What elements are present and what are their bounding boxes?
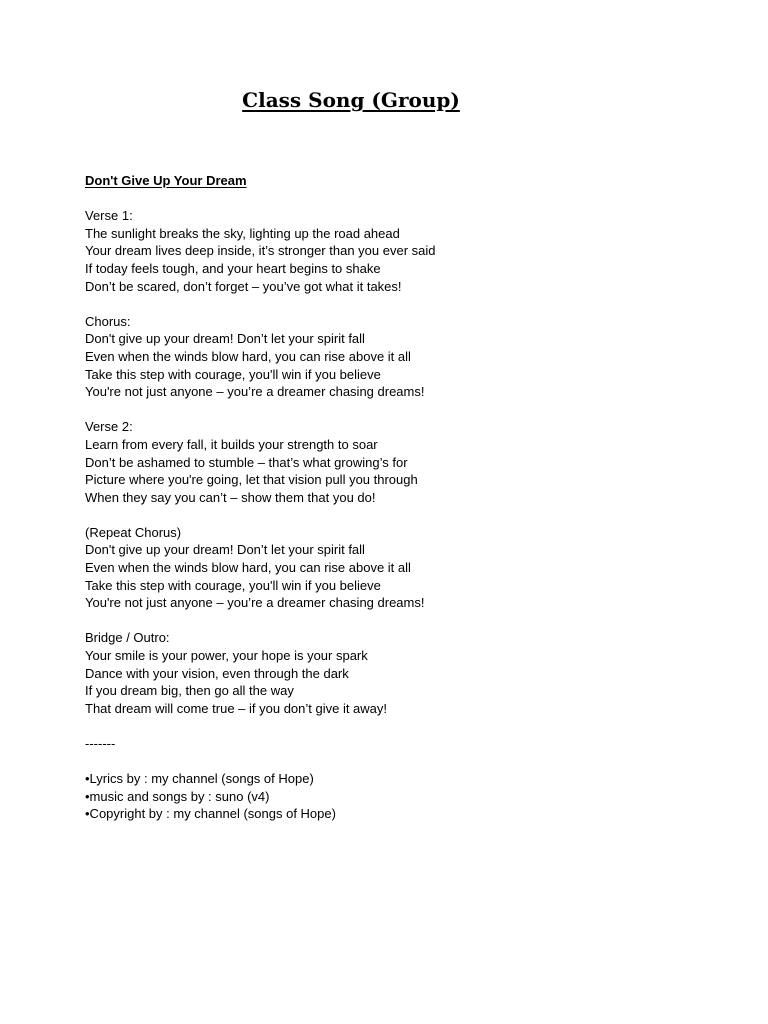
lyric-line: The sunlight breaks the sky, lighting up the road ahead [85,225,400,241]
section-bridge-outro [85,629,435,717]
section-heading: Verse 1: [85,208,133,224]
credit-line: •music and songs by : suno (v4) [85,788,270,804]
lyric-line: Don’t be scared, don’t forget – you’ve got what it takes! [85,278,402,294]
lyric-line: Dance with your vision, even through the dark [85,665,349,681]
separator-line: ------- [85,736,116,751]
credits [85,770,435,823]
lyric-line: You're not just anyone – you’re a dreamer chasing dreams! [85,595,425,611]
section-repeat-chorus [85,524,435,612]
section-chorus [85,313,435,401]
credit-line: •Copyright by : my channel (songs of Hope) [85,806,336,822]
credit-line: •Lyrics by : my channel (songs of Hope) [85,771,314,787]
lyric-line: Take this step with courage, you'll win if you believe [85,577,381,593]
lyric-line: Your dream lives deep inside, it’s stronger than you ever said [85,243,436,259]
section-heading: Bridge / Outro: [85,630,170,646]
lyric-line: Take this step with courage, you'll win if you believe [85,366,381,382]
lyric-line: Your smile is your power, your hope is your spark [85,648,368,664]
lyric-line: Learn from every fall, it builds your strength to soar [85,436,378,452]
section-heading: Chorus: [85,313,131,329]
section-heading: Verse 2: [85,419,133,435]
lyric-line: Even when the winds blow hard, you can rise above it all [85,560,411,576]
section-heading: (Repeat Chorus) [85,524,182,540]
lyric-line: Don’t be ashamed to stumble – that’s what growing’s for [85,454,408,470]
lyric-line: Don't give up your dream! Don’t let your spirit fall [85,542,365,558]
lyric-line: You're not just anyone – you’re a dreamer chasing dreams! [85,384,425,400]
lyric-line: Don't give up your dream! Don’t let your spirit fall [85,331,365,347]
lyric-line: If today feels tough, and your heart begins to shake [85,260,381,276]
lyrics-body [85,172,435,823]
song-title: Don't Give Up Your Dream [85,173,247,188]
page-title: Class Song (Group) [242,88,460,112]
lyric-line: Even when the winds blow hard, you can rise above it all [85,348,411,364]
lyric-line: Picture where you're going, let that vision pull you through [85,472,418,488]
lyric-line: That dream will come true – if you don’t give it away! [85,700,388,716]
lyric-line: When they say you can’t – show them that you do! [85,489,376,505]
lyric-line: If you dream big, then go all the way [85,683,294,699]
section-verse-2 [85,418,435,506]
section-verse-1 [85,207,435,295]
